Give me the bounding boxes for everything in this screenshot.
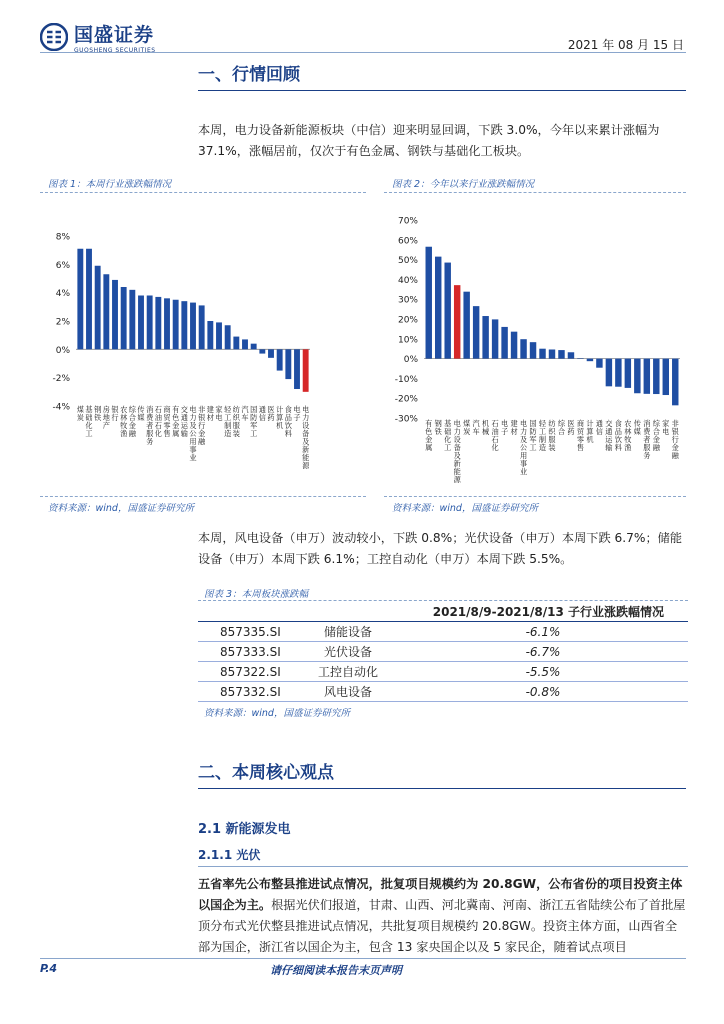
row-name: 工控自动化 — [298, 662, 398, 682]
bar-25 — [285, 349, 291, 379]
x-tick-label: 有色金属 — [172, 405, 180, 438]
bar-5 — [463, 292, 469, 359]
bar-19 — [233, 337, 239, 350]
table-row — [198, 642, 688, 662]
x-tick-label: 基础化工 — [85, 405, 93, 438]
row-name: 光伏设备 — [298, 642, 398, 662]
x-tick-label: 钢铁 — [94, 405, 102, 422]
y-tick-label: 2% — [55, 317, 70, 328]
x-tick-label: 计算机 — [276, 405, 284, 430]
x-tick-label: 计算机 — [586, 419, 594, 444]
bar-23 — [268, 349, 274, 358]
x-tick-label: 传媒 — [633, 419, 641, 436]
header-divider — [40, 52, 686, 53]
bar-4 — [103, 274, 109, 349]
y-tick-label: -2% — [52, 374, 70, 385]
footer-disclaimer: 请仔细阅读本报告末页声明 — [270, 964, 402, 977]
x-tick-label: 钢铁 — [434, 419, 442, 436]
bar-7 — [482, 316, 488, 359]
bar-4 — [454, 285, 460, 358]
table-header: 2021/8/9-2021/8/13 子行业涨跌幅情况 — [398, 602, 688, 622]
table-row — [198, 682, 688, 702]
section-title-2: 二、本周核心观点 — [198, 763, 334, 783]
bar-22 — [625, 359, 631, 388]
bar-16 — [568, 352, 574, 358]
x-tick-label: 国防军工 — [529, 419, 537, 452]
bar-27 — [672, 359, 678, 406]
bar-5 — [112, 280, 118, 349]
x-tick-label: 电力设备及新能源 — [453, 419, 461, 484]
y-tick-label: -30% — [394, 414, 418, 425]
bar-24 — [644, 359, 650, 394]
y-tick-label: 4% — [55, 289, 70, 300]
section2-paragraph-lead: 五省率先公布整县推进试点情况，批复项目规模约为 20.8GW，公布省份的项目投资主体以国企为主。 — [198, 877, 683, 912]
y-tick-label: -4% — [52, 402, 70, 413]
x-tick-label: 农林牧渔 — [120, 405, 128, 438]
bar-8 — [492, 319, 498, 358]
figure-1-source: 资料来源：wind，国盛证券研究所 — [48, 503, 194, 514]
section-title-1: 一、行情回顾 — [198, 65, 300, 85]
row-name: 储能设备 — [298, 622, 398, 642]
x-tick-label: 综合金融 — [128, 405, 136, 438]
bar-24 — [277, 349, 283, 370]
x-tick-label: 医药 — [567, 419, 575, 436]
report-date: 2021 年 08 月 15 日 — [567, 38, 684, 52]
x-tick-label: 石油石化 — [154, 405, 162, 438]
bar-25 — [653, 359, 659, 394]
figure-1-title: 图表 1：本周行业涨跌幅情况 — [48, 179, 172, 190]
x-tick-label: 医药 — [267, 405, 275, 422]
row-code: 857332.SI — [198, 682, 298, 702]
y-tick-label: 40% — [397, 275, 418, 286]
figure-3-title: 图表 3：本周板块涨跌幅 — [204, 589, 309, 600]
section1-paragraph: 本周，电力设备新能源板块（中信）迎来明显回调，下跌 3.0%，今年以来累计涨幅为 37.1%，涨幅居前，仅次于有色金属、钢铁与基础化工板块。 — [198, 123, 660, 158]
row-code: 857322.SI — [198, 662, 298, 682]
y-tick-label: 8% — [55, 232, 70, 243]
y-tick-label: 20% — [397, 315, 418, 326]
y-tick-label: -20% — [394, 394, 418, 405]
x-tick-label: 纺织服装 — [548, 419, 556, 452]
table-row — [198, 662, 688, 682]
x-tick-label: 食品饮料 — [284, 405, 292, 438]
x-tick-label: 消费者服务 — [146, 405, 154, 446]
y-tick-label: 0% — [55, 345, 70, 356]
x-tick-label: 汽车 — [241, 405, 249, 422]
x-tick-label: 电力设备及新能源 — [302, 405, 310, 470]
bar-17 — [577, 358, 583, 359]
bar-6 — [473, 306, 479, 358]
bar-9 — [147, 296, 153, 350]
bar-12 — [173, 300, 179, 350]
brand-name-en: GUOSHENG SECURITIES — [74, 47, 156, 54]
row-name: 风电设备 — [298, 682, 398, 702]
x-tick-label: 有色金属 — [425, 419, 433, 452]
y-tick-label: 10% — [397, 335, 418, 346]
sub-industry-table — [198, 602, 688, 702]
y-tick-label: 0% — [403, 355, 418, 366]
x-tick-label: 电子 — [293, 405, 301, 422]
x-tick-label: 石油石化 — [491, 419, 499, 452]
subsection-rule — [198, 866, 688, 867]
y-tick-label: 30% — [397, 295, 418, 306]
y-tick-label: 70% — [397, 216, 418, 227]
subsection-title-2-1-1: 2.1.1 光伏 — [198, 848, 261, 862]
brand-mark-icon — [40, 23, 68, 51]
x-tick-label: 基础化工 — [444, 419, 452, 452]
x-tick-label: 电力及公用事业 — [189, 405, 197, 462]
row-code: 857333.SI — [198, 642, 298, 662]
bar-1 — [426, 247, 432, 359]
x-tick-label: 建材 — [510, 419, 518, 436]
section-title-underline — [198, 90, 686, 91]
y-tick-label: 60% — [397, 236, 418, 247]
chart-ytd-industry-change — [384, 200, 686, 490]
x-tick-label: 交通运输 — [180, 405, 188, 438]
page-number: P.4 — [40, 962, 58, 975]
x-tick-label: 非银行金融 — [671, 419, 679, 460]
bar-11 — [520, 339, 526, 358]
bar-20 — [242, 339, 248, 349]
bar-21 — [615, 359, 621, 387]
bar-16 — [207, 321, 213, 349]
bar-11 — [164, 298, 170, 349]
x-tick-label: 家电 — [215, 405, 223, 422]
row-change: -0.8% — [398, 682, 688, 702]
row-code: 857335.SI — [198, 622, 298, 642]
x-tick-label: 银行 — [111, 405, 119, 422]
x-tick-label: 房地产 — [102, 405, 110, 430]
x-tick-label: 轻工制造 — [224, 405, 232, 438]
figure-2-top-rule — [384, 192, 686, 193]
bar-20 — [606, 359, 612, 387]
footer-divider — [40, 958, 686, 959]
figure-2-bottom-rule — [384, 496, 686, 497]
bar-18 — [587, 359, 593, 362]
bar-6 — [121, 287, 127, 349]
x-tick-label: 商贸零售 — [163, 405, 171, 438]
figure-2-source: 资料来源：wind，国盛证券研究所 — [392, 503, 538, 514]
section2-paragraph — [198, 874, 688, 958]
x-tick-label: 非银行金融 — [198, 405, 206, 446]
bar-18 — [225, 325, 231, 349]
x-tick-label: 机械 — [482, 419, 490, 436]
table-header-row — [198, 602, 688, 622]
bar-3 — [95, 266, 101, 350]
bar-26 — [663, 359, 669, 395]
section-title-2-underline — [198, 788, 686, 789]
x-tick-label: 纺织服装 — [232, 405, 240, 438]
x-tick-label: 电力及公用事业 — [519, 419, 528, 476]
figure-3-source: 资料来源：wind，国盛证券研究所 — [204, 708, 350, 719]
x-tick-label: 电子 — [500, 419, 509, 436]
bar-15 — [199, 305, 205, 349]
bar-8 — [138, 296, 144, 350]
x-tick-label: 通信 — [595, 419, 604, 436]
bar-13 — [539, 349, 545, 359]
x-tick-label: 综合 — [557, 419, 566, 436]
row-change: -5.5% — [398, 662, 688, 682]
x-tick-label: 传媒 — [137, 405, 145, 422]
bar-17 — [216, 322, 222, 349]
x-tick-label: 轻工制造 — [538, 419, 547, 452]
figure-1-top-rule — [40, 192, 366, 193]
x-tick-label: 煤炭 — [76, 405, 84, 422]
brand-name-cn: 国盛证券 — [74, 24, 155, 46]
bar-10 — [155, 297, 161, 349]
bar-19 — [596, 359, 602, 368]
bar-10 — [511, 332, 517, 359]
bar-14 — [190, 303, 196, 350]
section2-paragraph-body: 根据光伏们报道，甘肃、山西、河北冀南、河南、浙江五省陆续公布了首批屋顶分布式光伏整县推进试点情况，共批复项目规模约 20.8GW。投资主体方面，山西省全部为国企，浙江省以国企为主，包含 13 家央国企以及 5 家民企，随着试点项目 — [198, 898, 686, 954]
bar-1 — [77, 249, 83, 350]
x-tick-label: 汽车 — [472, 419, 480, 436]
x-tick-label: 建材 — [206, 405, 214, 422]
bar-9 — [501, 327, 507, 359]
bar-14 — [549, 349, 555, 358]
figure-2-title: 图表 2：今年以来行业涨跌幅情况 — [392, 179, 535, 190]
x-tick-label: 国防军工 — [250, 405, 258, 438]
bar-7 — [129, 290, 135, 350]
bar-27 — [303, 349, 309, 392]
bar-3 — [444, 263, 450, 359]
bar-21 — [251, 344, 257, 350]
section1-paragraph-2: 本周，风电设备（申万）波动较小，下跌 0.8%；光伏设备（申万）本周下跌 6.7%；储能设备（申万）本周下跌 6.1%；工控自动化（申万）本周下跌 5.5%。 — [198, 531, 683, 566]
figure-1-bottom-rule — [40, 496, 366, 497]
x-tick-label: 通信 — [258, 405, 266, 422]
y-tick-label: -10% — [394, 374, 418, 385]
row-change: -6.1% — [398, 622, 688, 642]
bar-22 — [259, 349, 265, 353]
x-tick-label: 消费者服务 — [643, 419, 651, 460]
x-tick-label: 家电 — [662, 419, 670, 436]
y-tick-label: 50% — [397, 256, 418, 267]
subsection-title-2-1: 2.1 新能源发电 — [198, 822, 291, 837]
bar-15 — [558, 350, 564, 359]
bar-13 — [181, 301, 187, 349]
bar-2 — [435, 257, 441, 359]
brand-logo — [40, 22, 156, 52]
x-tick-label: 商贸零售 — [576, 419, 585, 452]
row-change: -6.7% — [398, 642, 688, 662]
bar-26 — [294, 349, 300, 389]
bar-2 — [86, 249, 92, 350]
bar-23 — [634, 359, 640, 394]
x-tick-label: 食品饮料 — [614, 419, 622, 452]
x-tick-label: 煤炭 — [463, 419, 471, 436]
chart-weekly-industry-change — [40, 200, 366, 490]
x-tick-label: 农林牧渔 — [624, 419, 632, 452]
x-tick-label: 交通运输 — [605, 419, 613, 452]
table-row — [198, 622, 688, 642]
figure-3-top-rule — [198, 600, 688, 601]
bar-12 — [530, 342, 536, 358]
x-tick-label: 综合金融 — [652, 419, 660, 452]
y-tick-label: 6% — [55, 260, 70, 271]
